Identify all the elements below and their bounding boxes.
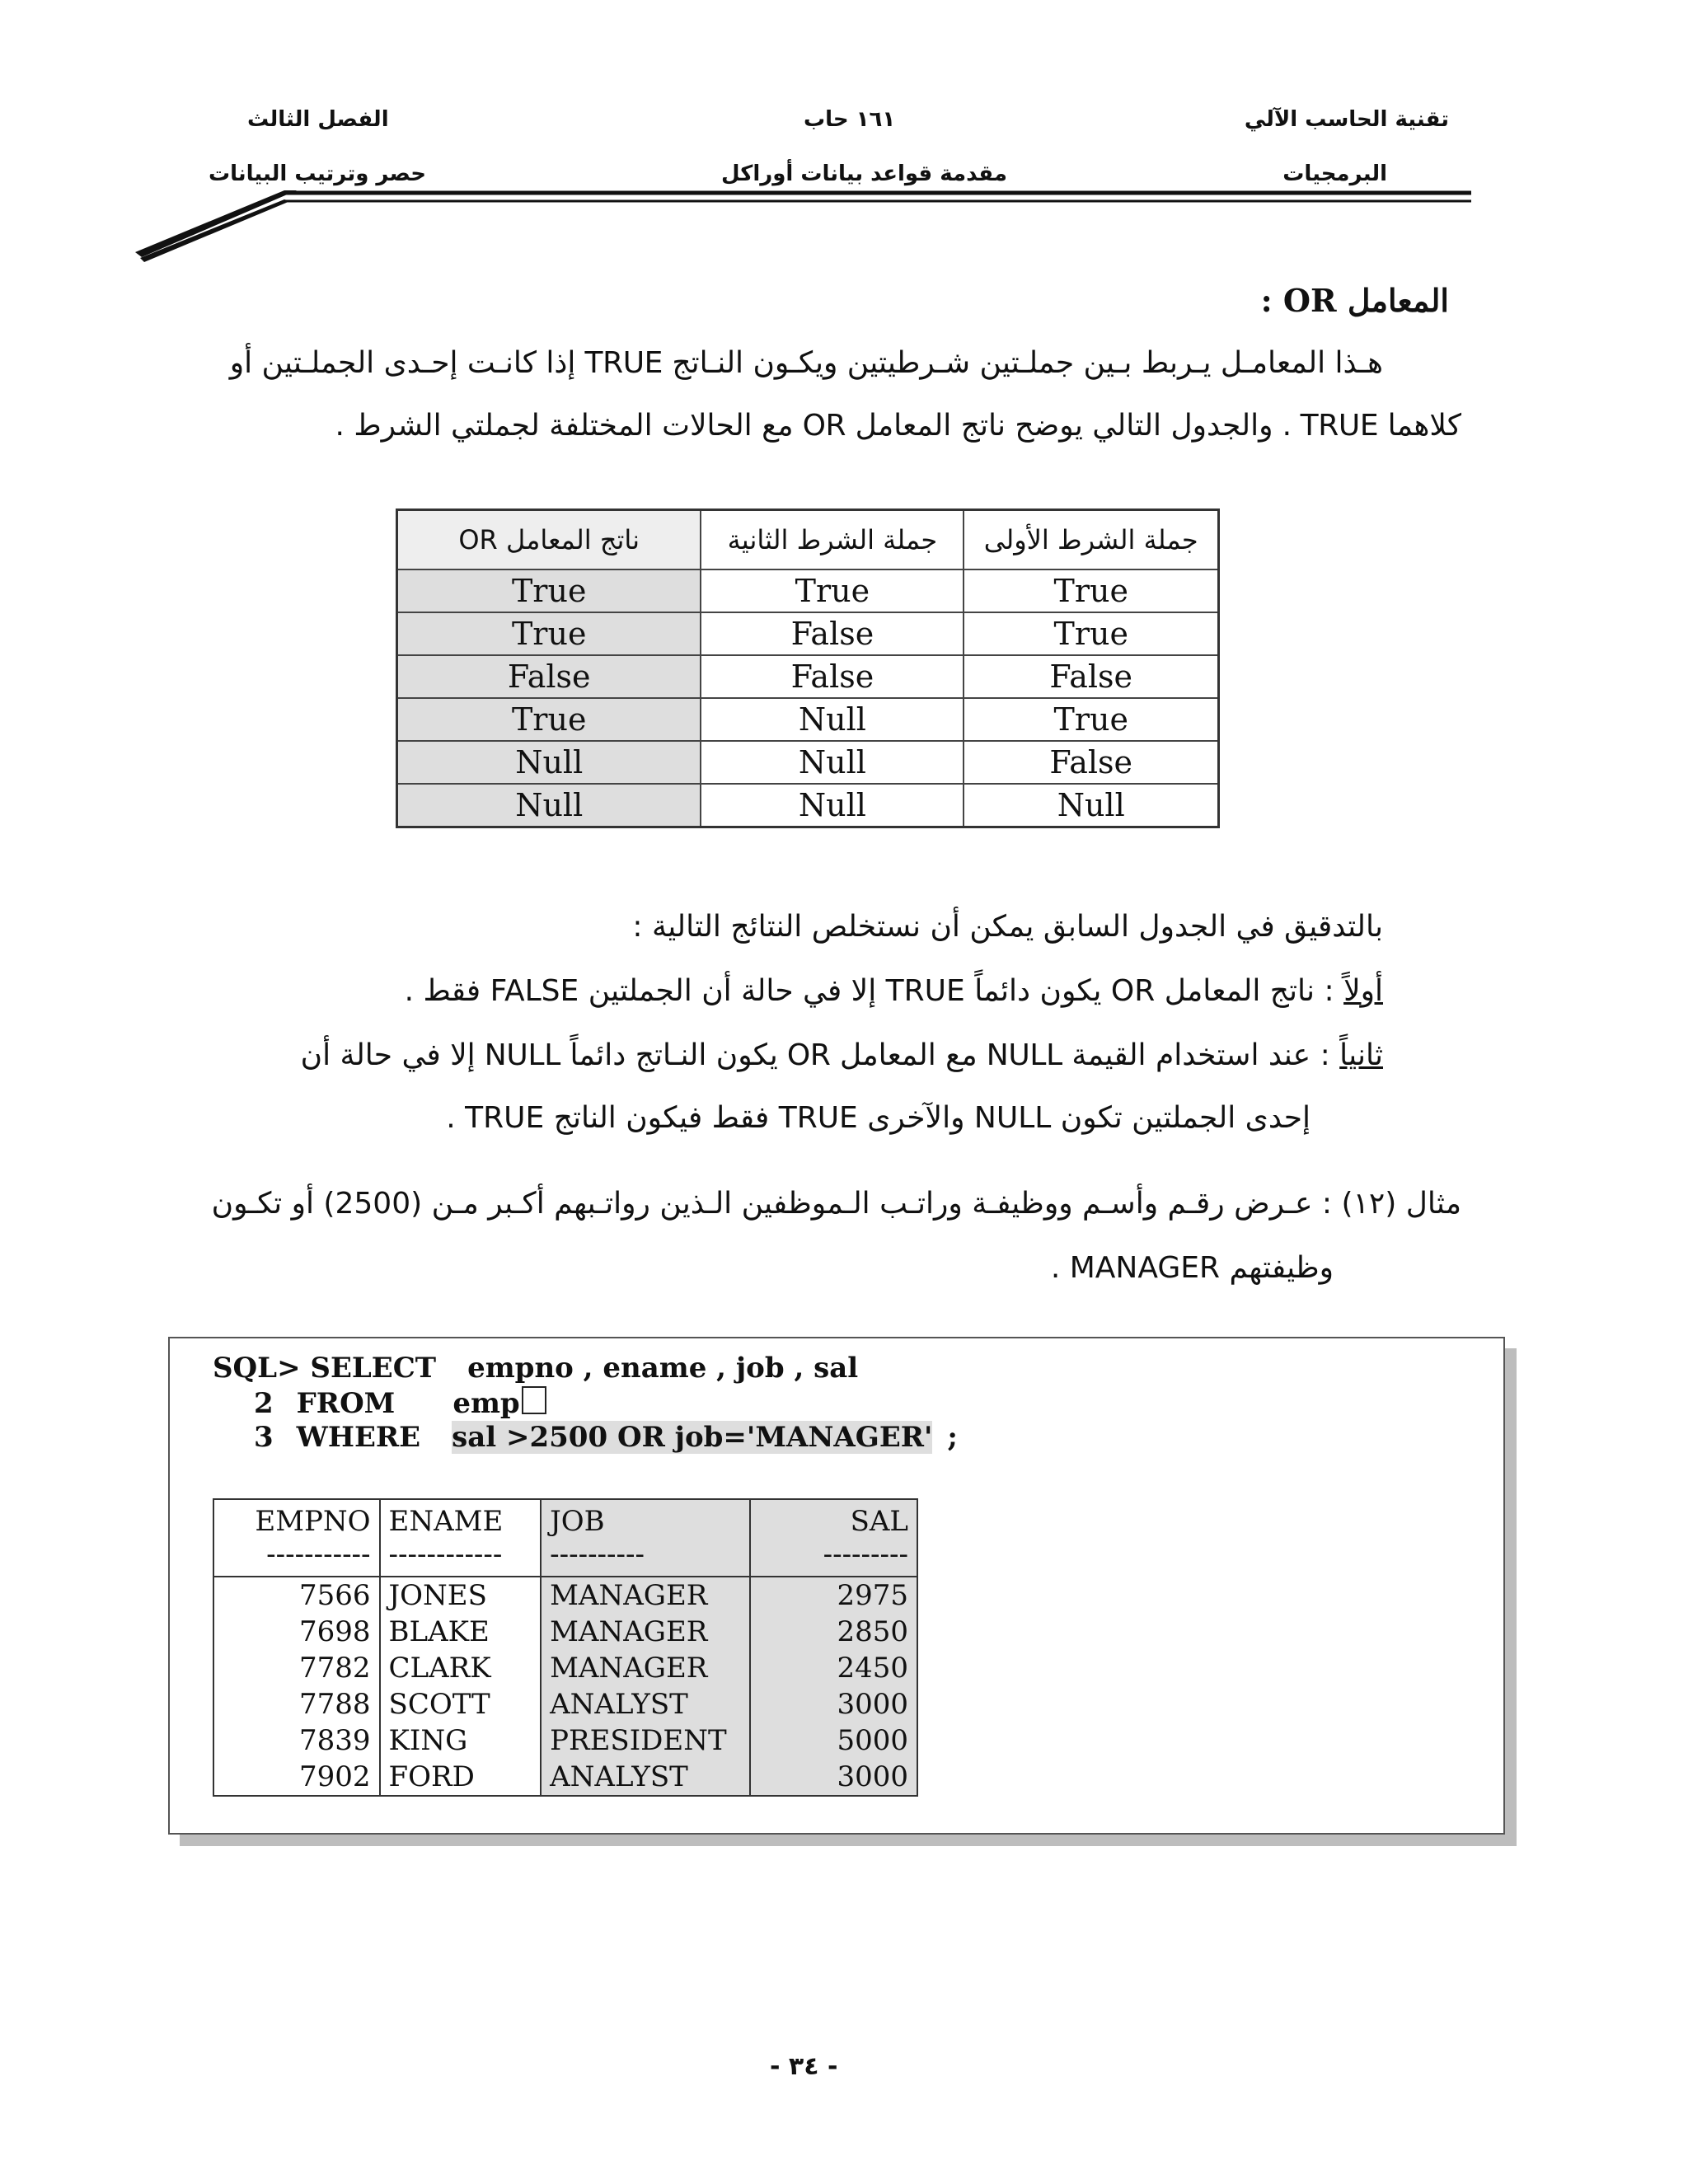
sql-line-3 [254, 1421, 958, 1454]
result-row [213, 1686, 917, 1722]
header-course: تقنية الحاسب الآلي [1244, 107, 1449, 132]
cell-sal: 2450 [750, 1650, 917, 1686]
sql-where-keyword: WHERE [296, 1421, 421, 1454]
column-title: SAL [850, 1505, 908, 1538]
sql-line-number: 2 [254, 1387, 274, 1420]
notes-first-label: أولاً [1343, 974, 1383, 1008]
header-chapter: الفصل الثالث [247, 107, 389, 132]
cell-empno: 7782 [299, 1652, 371, 1685]
cell-sal: 3000 [750, 1686, 917, 1722]
column-title: EMPNO [255, 1505, 371, 1538]
sql-line-1 [213, 1352, 858, 1385]
cell-job: PRESIDENT [541, 1722, 750, 1759]
page-number: - ٣٤ - [770, 2052, 838, 2081]
cell-ename: BLAKE [380, 1614, 542, 1650]
cell-ename: FORD [380, 1759, 542, 1796]
result-row [213, 1650, 917, 1686]
cell-first: True [964, 698, 1218, 741]
cell-second: Null [701, 698, 964, 741]
cell-sal: 2975 [750, 1577, 917, 1614]
column-underline: ----------- [266, 1538, 371, 1571]
cell-ename: JONES [380, 1577, 542, 1614]
truth-table-row [397, 698, 1219, 741]
cell-result: Null [397, 784, 701, 827]
or-truth-table [396, 509, 1220, 828]
cell-second: False [701, 612, 964, 655]
column-underline: --------- [823, 1538, 908, 1571]
column-header-job [541, 1499, 750, 1577]
paragraph-line-1: هـذا المعامـل يـربط بـين جملـتين شـرطيتين ويكـون النـاتج TRUE إذا كانـت إحـدى الجملـتين أو [229, 346, 1383, 380]
column-underline: ------------ [388, 1538, 503, 1571]
column-header-sal [750, 1499, 917, 1577]
column-header-empno [213, 1499, 380, 1577]
cell-first: True [964, 612, 1218, 655]
cell-sal: 5000 [750, 1722, 917, 1759]
cell-result: False [397, 655, 701, 698]
truth-table-row [397, 569, 1219, 612]
result-header-row [213, 1499, 917, 1577]
cell-empno: 7566 [213, 1577, 380, 1614]
cursor-box-icon [522, 1386, 546, 1414]
sql-select-keyword: SQL> SELECT [213, 1352, 437, 1385]
result-row [213, 1722, 917, 1759]
cell-empno: 7698 [299, 1615, 371, 1648]
cell-empno: 7839 [299, 1724, 371, 1757]
cell-ename: SCOTT [380, 1686, 542, 1722]
cell-first: False [964, 741, 1218, 784]
result-row [213, 1759, 917, 1796]
header-second-condition: جملة الشرط الثانية [701, 510, 964, 570]
cell-result: Null [397, 741, 701, 784]
cell-sal: 2850 [750, 1614, 917, 1650]
notes-second-text: : عند استخدام القيمة NULL مع المعامل OR يكون النـاتج دائماً NULL إلا في حالة أن [300, 1038, 1340, 1072]
cell-first: True [964, 569, 1218, 612]
notes-first-text: : ناتج المعامل OR يكون دائماً TRUE إلا في حالة أن الجملتين FALSE فقط . [404, 974, 1344, 1008]
truth-table-row [397, 784, 1219, 827]
cell-ename: CLARK [380, 1650, 542, 1686]
cell-job: MANAGER [541, 1614, 750, 1650]
result-row [213, 1614, 917, 1650]
sql-from-keyword: FROM [296, 1387, 396, 1420]
notes-second-continued: إحدى الجملتين تكون NULL والآخرى TRUE فقط فيكون الناتج TRUE . [446, 1101, 1311, 1135]
truth-table-header-row [397, 510, 1219, 570]
cell-first: False [964, 655, 1218, 698]
cell-second: False [701, 655, 964, 698]
section-title: المعامل OR : [1260, 282, 1449, 319]
cell-first: Null [964, 784, 1218, 827]
header-subject: مقدمة قواعد بيانات أوراكل [721, 162, 1007, 186]
example-line-2: وظيفتهم MANAGER . [1050, 1251, 1334, 1285]
truth-table-row [397, 741, 1219, 784]
query-result-table [213, 1498, 918, 1797]
cell-sal: 3000 [750, 1759, 917, 1796]
header-code: ١٦١ حاب [804, 107, 896, 132]
sql-columns: empno , ename , job , sal [467, 1352, 859, 1385]
column-title: ENAME [388, 1505, 504, 1538]
truth-table-row [397, 655, 1219, 698]
header-topic: حصر وترتيب البيانات [209, 162, 426, 186]
cell-empno: 7902 [299, 1760, 371, 1793]
sql-condition: sal >2500 OR job='MANAGER' [452, 1421, 933, 1454]
cell-result: True [397, 612, 701, 655]
cell-empno: 7788 [299, 1688, 371, 1721]
cell-second: Null [701, 741, 964, 784]
result-row [213, 1577, 917, 1614]
cell-job: MANAGER [541, 1650, 750, 1686]
sql-terminator: ; [947, 1421, 958, 1454]
paragraph-line-2: كلاهما TRUE . والجدول التالي يوضح ناتج المعامل OR مع الحالات المختلفة لجملتي الشرط . [335, 409, 1461, 443]
cell-result: True [397, 569, 701, 612]
notes-intro: بالتدقيق في الجدول السابق يمكن أن نستخلص النتائج التالية : [632, 910, 1383, 944]
column-header-ename [380, 1499, 542, 1577]
cell-second: Null [701, 784, 964, 827]
header-or-result: ناتج المعامل OR [397, 510, 701, 570]
cell-ename: KING [380, 1722, 542, 1759]
header-rule [0, 0, 1688, 264]
notes-second-label: ثانياً [1339, 1038, 1383, 1072]
sql-line-2 [254, 1386, 546, 1420]
cell-job: ANALYST [541, 1686, 750, 1722]
cell-job: ANALYST [541, 1759, 750, 1796]
cell-second: True [701, 569, 964, 612]
header-first-condition: جملة الشرط الأولى [964, 510, 1218, 570]
truth-table-row [397, 612, 1219, 655]
cell-job: MANAGER [541, 1577, 750, 1614]
sql-line-number: 3 [254, 1421, 274, 1454]
sql-table-name: emp [452, 1387, 520, 1420]
example-line-1: مثال (١٢) : عـرض رقـم وأسـم ووظيفـة وراتـب الـموظفين الـذين رواتـبهم أكـبر مـن (2500) أو تكـون [211, 1187, 1461, 1221]
notes-first [405, 974, 1383, 1008]
column-title: JOB [550, 1505, 605, 1538]
cell-result: True [397, 698, 701, 741]
column-underline: ---------- [550, 1538, 645, 1571]
notes-second [301, 1038, 1383, 1072]
header-dept: البرمجيات [1282, 162, 1387, 186]
